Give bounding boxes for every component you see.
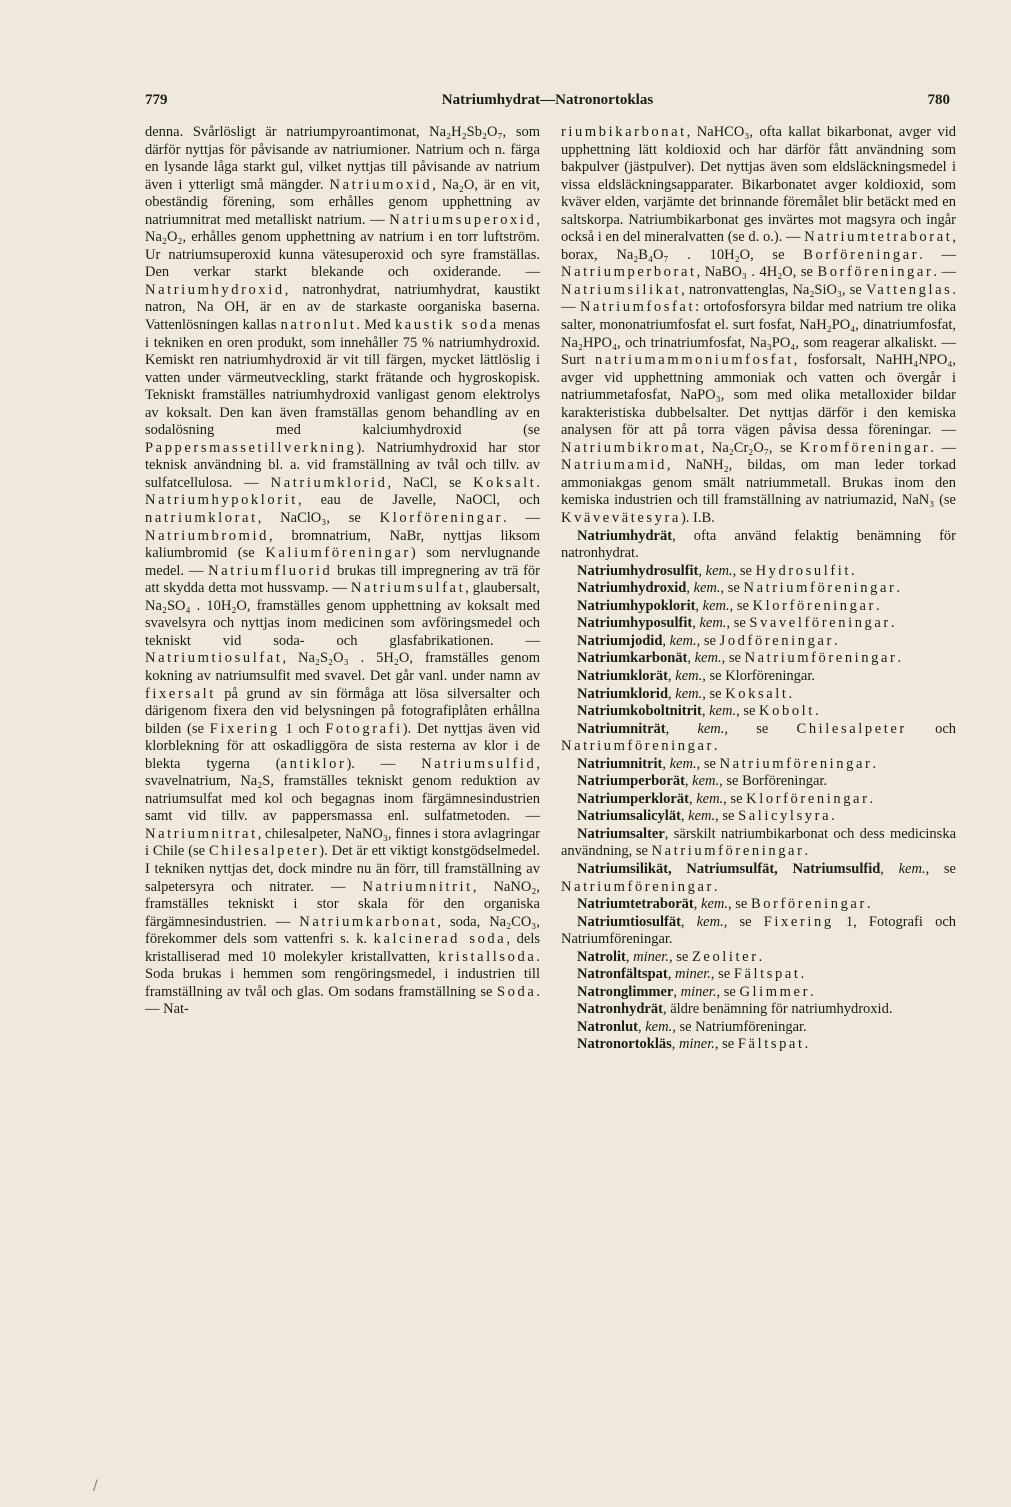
dictionary-entry bbox=[561, 1036, 956, 1054]
text-run: ). I.B. bbox=[680, 510, 715, 527]
cross-reference: Hydrosulfit bbox=[755, 562, 852, 579]
entry-headword: Natronortokläs bbox=[577, 1036, 672, 1053]
text-run: , se Natriumföreningar. bbox=[672, 1018, 807, 1035]
text-run: ). Natriumhydroxid har stor teknisk användning bl. a. vid framställning av tvål och tillv. av sulfatcellulosa. — bbox=[145, 439, 540, 491]
text-run: , NaHCO₃, ofta kallat bikarbonat, avger vid upphettning lätt koldioxid och har därför fått användning som bakpulver (jästpulver). Det nyttjas även som eldsläckningsmedel i vissa eldsläckningsapparater. Bikarbonatet avger koldioxid, som kväver elden, varjämte det brinnande föremålet blir betäckt med en saltskorpa. Natriumbikarbonat ges invärtes mot magsyra och ingår också i en del mineralvatten (se d. o.). — bbox=[561, 124, 956, 246]
cross-reference: Vattenglas bbox=[865, 281, 953, 298]
text-run: brukas till impregnering av trä för att skydda detta mot hussvamp. — bbox=[145, 562, 540, 597]
entry-headword: Natriumperborät bbox=[577, 773, 685, 790]
entry-headword: Natriumhydrät bbox=[577, 527, 673, 544]
text-run: , se bbox=[720, 580, 744, 597]
text-run: . bbox=[872, 755, 877, 772]
subject-label: kem. bbox=[669, 632, 697, 649]
subject-label: kem. bbox=[688, 808, 716, 825]
text-run: , se bbox=[723, 913, 764, 930]
cross-reference: fixersalt bbox=[145, 685, 216, 702]
cross-reference: natriumammoniumfosfat bbox=[595, 352, 794, 369]
entry-headword: Natriumperklorät bbox=[577, 790, 689, 807]
text-run: , se bbox=[732, 562, 756, 579]
subject-label: kem. bbox=[898, 860, 926, 877]
text-run: , NaBO₃ . 4H₂O, se bbox=[696, 264, 818, 281]
cross-reference: Fältspat bbox=[733, 966, 801, 983]
entry-headword: Natronlut bbox=[577, 1018, 638, 1035]
cross-reference: Klorföreningar bbox=[379, 510, 504, 527]
entry-headword: Natronfältspat bbox=[577, 966, 668, 983]
cross-reference: Natriumhypoklorit bbox=[145, 492, 298, 509]
text-run: , bbox=[687, 650, 695, 667]
text-run: , se bbox=[716, 983, 740, 1000]
text-run: , bbox=[625, 948, 634, 965]
text-run: , se bbox=[715, 808, 739, 825]
entry-headword: Natriumjodid bbox=[577, 632, 663, 649]
cross-reference: Natriumbromid bbox=[145, 527, 270, 544]
cross-reference: Glimmer bbox=[739, 983, 811, 1000]
cross-reference: Zeoliter bbox=[691, 948, 759, 965]
entry-headword: Natriumhyposulfit bbox=[577, 615, 693, 632]
entry-headword: Natriumniträt bbox=[577, 720, 666, 737]
subject-label: miner. bbox=[633, 948, 669, 965]
text-run: . bbox=[804, 1036, 809, 1053]
text-run: . bbox=[896, 580, 901, 597]
entry-headword: Natriumsilikät, Natriumsulfät, Natriumsulfid bbox=[577, 860, 881, 877]
entry-headword: Natriumsalicylät bbox=[577, 808, 681, 825]
text-run: . bbox=[814, 703, 819, 720]
text-run: , bbox=[693, 896, 702, 913]
text-run: , natronhydrat, natriumhydrat, kaustikt natron, Na OH, är en av de starkaste oorganiska baserna. Vattenlösningen kallas bbox=[145, 281, 540, 334]
dictionary-entry bbox=[561, 791, 956, 809]
entry-headword: Natriumhydroxid bbox=[577, 580, 687, 597]
text-run: , se bbox=[925, 860, 956, 877]
text-run: . bbox=[804, 843, 809, 860]
text-run: på grund av sin förmåga att lösa silversalter och därigenom fixera den vid belysningen på fotografiplåten erhållna bilden (se bbox=[145, 685, 540, 737]
text-run: , bbox=[688, 790, 697, 807]
dictionary-entry bbox=[561, 598, 956, 616]
text-run: , bbox=[698, 562, 706, 579]
text-run: , ofta använd felaktig benämning för natronhydrat. bbox=[561, 527, 956, 562]
right-column bbox=[561, 124, 956, 1054]
cross-reference: Koksalt bbox=[473, 474, 537, 491]
cross-reference: Fixering bbox=[763, 913, 834, 930]
text-run: ). Det nyttjas även vid klorblekning för att oskadliggöra de sista resterna av klor i de blekta tygerna ( bbox=[145, 720, 540, 772]
cross-reference: kristallsoda bbox=[438, 948, 537, 965]
margin-mark: / bbox=[93, 1478, 98, 1494]
text-run: , särskilt natriumbikarbonat och dess medicinska användning, se bbox=[561, 825, 956, 860]
text-run: . — bbox=[919, 246, 957, 263]
left-column-text bbox=[145, 124, 540, 1019]
dictionary-entry bbox=[561, 914, 956, 949]
dictionary-entry bbox=[561, 949, 956, 967]
text-run: , fosforsalt, NaHH₄NPO₄, avger vid upphettning ammoniak och vatten och övergår i natriummetafosfat, NaPO₃, som med olika metalloxider bildar karakteristiska dubbelsalter. Det nyttjas därför i den kemiska analysen för att på torra vägen påvisa dessa föreningar. — bbox=[561, 352, 957, 439]
text-run: . bbox=[851, 562, 855, 579]
text-run: , glaubersalt, Na₂SO₄ . 10H₂O, framställes genom upphettning av koksalt med svavelsyra och nyttjas inom medicinen som avföringsmedel och tekniskt vid soda- och glasfabrikationen. — bbox=[145, 580, 540, 649]
text-run: . bbox=[810, 983, 814, 1000]
text-run: . bbox=[800, 966, 805, 983]
text-run: denna. Svårlösligt är natriumpyroantimonat, Na₂H₂Sb₂O₇, som därför nyttjas för påvisande av natriumioner. Natrium och n. färga en lysande låga starkt gul, vilket nyttjas till påvisande av natrium även i ytterligt små mängder. bbox=[145, 124, 540, 193]
text-run: , chilesalpeter, NaNO₃, finnes i stora avlagringar i Chile (se bbox=[145, 825, 540, 860]
continuation-text bbox=[561, 124, 956, 528]
text-run: , äldre benämning för natriumhydroxid. bbox=[662, 1001, 893, 1018]
text-run: . bbox=[788, 685, 793, 702]
subject-label: kem. bbox=[697, 720, 725, 737]
text-run: . bbox=[831, 808, 835, 825]
text-run: , bbox=[692, 615, 700, 632]
cross-reference: Borföreningar bbox=[817, 264, 934, 281]
text-run: , se bbox=[727, 896, 751, 913]
cross-reference: Natriumamid bbox=[561, 457, 667, 474]
cross-reference: Kromföreningar bbox=[799, 439, 931, 456]
text-run: , borax, Na₂B₄O₇ . 10H₂O, se bbox=[561, 229, 956, 263]
entry-headword: Natrolit bbox=[577, 948, 626, 965]
text-run: , bbox=[695, 597, 703, 614]
page-header bbox=[145, 92, 950, 116]
text-run: . bbox=[866, 896, 871, 913]
dictionary-entry bbox=[561, 528, 956, 563]
text-run: , Na₂O, är en vit, obeständig förening, som erhålles genom upphettning av natriumnitrat med metalliskt natrium. — bbox=[145, 176, 540, 228]
cross-reference: Natriumnitrit bbox=[362, 878, 473, 895]
cross-reference: Natriumtetraborat bbox=[804, 229, 953, 246]
text-run: , soda, Na₂CO₃, förekommer dels som vattenfri s. k. bbox=[145, 913, 540, 948]
text-run: , bromnatrium, NaBr, nyttjas liksom kaliumbromid (se bbox=[145, 527, 540, 562]
cross-reference: Natriumhydroxid bbox=[145, 281, 285, 298]
subject-label: kem. bbox=[675, 667, 703, 684]
cross-reference: Pappersmassetillverkning bbox=[145, 439, 357, 456]
text-run: 1, Fotografi och Natriumföreningar. bbox=[561, 913, 957, 948]
dictionary-entry bbox=[561, 984, 956, 1002]
entry-headword: Natriumtetraborät bbox=[577, 896, 694, 913]
cross-reference: Kvävevätesyra bbox=[561, 510, 681, 527]
cross-reference: Natriumföreningar bbox=[561, 738, 714, 755]
dictionary-entry bbox=[561, 703, 956, 721]
text-run: . bbox=[890, 615, 895, 632]
text-run: . — bbox=[930, 439, 957, 456]
entry-headword: Natronhydrät bbox=[577, 1001, 663, 1018]
text-run: , bbox=[673, 983, 681, 1000]
subject-label: kem. bbox=[699, 615, 727, 632]
dictionary-entry bbox=[561, 686, 956, 704]
text-run: , eau de Javelle, NaOCl, och bbox=[297, 492, 540, 509]
dictionary-entry bbox=[561, 668, 956, 686]
left-column bbox=[145, 124, 540, 1019]
entry-headword: Natriumklorid bbox=[577, 685, 669, 702]
dictionary-entry bbox=[561, 650, 956, 668]
text-run: , se bbox=[714, 1036, 738, 1053]
text-run: . bbox=[536, 474, 540, 491]
text-run: , bbox=[668, 667, 676, 684]
subject-label: miner. bbox=[675, 966, 711, 983]
text-run: . bbox=[875, 597, 880, 614]
text-run: , bbox=[637, 1018, 646, 1035]
subject-label: kem. bbox=[693, 580, 721, 597]
subject-label: kem. bbox=[696, 913, 724, 930]
cross-reference: Natriumoxid bbox=[329, 176, 433, 193]
cross-reference: Natriumklorid bbox=[270, 474, 388, 491]
cross-reference: Natriumsulfat bbox=[350, 580, 466, 597]
cross-reference: Borföreningar bbox=[803, 246, 920, 263]
text-run: , bbox=[701, 703, 710, 720]
subject-label: kem. bbox=[705, 562, 733, 579]
cross-reference: Borföreningar bbox=[750, 896, 867, 913]
cross-reference: Kobolt bbox=[759, 703, 815, 720]
subject-label: kem. bbox=[696, 790, 724, 807]
cross-reference: Fotografi bbox=[325, 720, 403, 737]
subject-label: kem. bbox=[709, 703, 737, 720]
text-run: . — Nat- bbox=[145, 983, 540, 1018]
text-run: , natronvattenglas, Na₂SiO₃, se bbox=[681, 281, 866, 298]
cross-reference: riumbikarbonat bbox=[561, 124, 687, 140]
cross-reference: Natriumkarbonat bbox=[299, 913, 438, 930]
subject-label: kem. bbox=[702, 597, 730, 614]
page-number-left: 779 bbox=[145, 92, 168, 108]
subject-label: kem. bbox=[694, 650, 722, 667]
text-run: , se bbox=[726, 615, 750, 632]
text-run: ). Det är ett viktigt konstgödselmedel. I tekniken nyttjas det, dock mindre nu än förr, till framställning av salpetersyra och nitrater. — bbox=[145, 843, 541, 895]
dictionary-entry bbox=[561, 773, 956, 791]
cross-reference: Klorföreningar bbox=[752, 597, 876, 614]
cross-reference: Chilesalpeter bbox=[796, 720, 907, 737]
cross-reference: kaustik soda bbox=[394, 317, 499, 334]
subject-label: kem. bbox=[669, 755, 697, 772]
subject-label: kem. bbox=[645, 1018, 673, 1035]
text-run: , bbox=[680, 913, 697, 930]
subject-label: miner. bbox=[680, 983, 717, 1000]
text-run: . — bbox=[933, 264, 956, 281]
text-run: , bbox=[667, 966, 676, 983]
page-number-right: 780 bbox=[927, 92, 950, 108]
cross-reference: Natriumfluorid bbox=[208, 562, 333, 579]
dictionary-entry bbox=[561, 721, 956, 756]
cross-reference: Soda bbox=[496, 983, 537, 1000]
cross-reference: Koksalt bbox=[725, 685, 789, 702]
cross-reference: Klorföreningar bbox=[746, 790, 870, 807]
cross-reference: Svavelföreningar bbox=[749, 615, 891, 632]
cross-reference: Natriumtiosulfat bbox=[145, 650, 283, 667]
cross-reference: Natriumsulfid bbox=[421, 755, 537, 772]
cross-reference: Natriumbikromat bbox=[561, 439, 701, 456]
text-run: , se bbox=[724, 720, 797, 737]
entry-headword: Natriumkarbonät bbox=[577, 650, 688, 667]
text-run: , se bbox=[696, 755, 720, 772]
text-run: , bbox=[671, 1036, 680, 1053]
text-run: : ortofosforsyra bildar med natrium tre olika salter, mononatriumfosfat el. surt fosfat, NaH₂PO₄, dinatriumfosfat, Na₂HPO₄, och trinatriumfosfat, Na₃PO₄, som reagerar alkaliskt. — Surt bbox=[561, 299, 957, 369]
dictionary-entry bbox=[561, 826, 956, 861]
dictionary-entry bbox=[561, 563, 956, 581]
dictionary-entry bbox=[561, 1001, 956, 1019]
text-run: , se bbox=[668, 948, 692, 965]
cross-reference: Natriumföreningar bbox=[651, 843, 805, 860]
text-run: . bbox=[713, 738, 718, 755]
subject-label: miner. bbox=[679, 1036, 715, 1053]
cross-reference: Natriumsilikat bbox=[561, 281, 682, 298]
entry-headword: Natriumhypoklorit bbox=[577, 597, 696, 614]
cross-reference: Natriumsuperoxid bbox=[389, 211, 537, 228]
dictionary-entry bbox=[561, 861, 956, 896]
text-run: . — bbox=[561, 281, 956, 316]
text-run: , se bbox=[702, 685, 726, 702]
entry-headword: Natronglimmer bbox=[577, 983, 674, 1000]
text-run: , NaNO₂, framställes tekniskt i stor skala för den organiska färgämnesindustrien. — bbox=[145, 878, 540, 930]
text-run: . bbox=[833, 632, 838, 649]
entry-headword: Natriumklorät bbox=[577, 667, 669, 684]
text-run: . Soda brukas i hemmen som rengöringsmedel, i industrien till framställning av tvål och glas. Om sodans framställning se bbox=[145, 948, 540, 1000]
text-run: , se bbox=[729, 597, 753, 614]
text-run: , NaClO₃, se bbox=[257, 510, 380, 527]
text-run: , bbox=[686, 580, 694, 597]
text-run: , se bbox=[710, 966, 734, 983]
text-run: . bbox=[713, 878, 718, 895]
cross-reference: Natriumföreningar bbox=[561, 878, 714, 895]
cross-reference: kalcinerad soda bbox=[373, 931, 507, 948]
dictionary-entry bbox=[561, 896, 956, 914]
text-run: , bbox=[665, 720, 698, 737]
subject-label: kem. bbox=[675, 685, 703, 702]
running-title: Natriumhydrat—Natronortoklas bbox=[441, 92, 654, 108]
dictionary-entry bbox=[561, 808, 956, 826]
entry-headword: Natriumhydrosulfit bbox=[577, 562, 699, 579]
text-run: , se Borföreningar. bbox=[719, 773, 828, 790]
cross-reference: Fältspat bbox=[737, 1036, 805, 1053]
text-run: , Na₂O₂, erhålles genom upphettning av natrium i en torr luftström. Ur natriumsuperoxid kunna vätesuperoxid och syre framställas. Den verkar starkt blekande och oxiderande. — bbox=[145, 211, 540, 281]
cross-reference: Salicylsyra bbox=[738, 808, 832, 825]
text-run: , NaNH₂, bildas, om man leder torkad ammoniakgas genom smält natriummetall. Brukas inom den kemiska industrien och till framställning av natriumazid, NaN₃ (se bbox=[561, 457, 956, 509]
text-run: 1 och bbox=[279, 720, 326, 737]
dictionary-entry bbox=[561, 615, 956, 633]
text-run: , NaCl, se bbox=[387, 474, 474, 491]
cross-reference: Jodföreningar bbox=[719, 632, 834, 649]
text-run: menas i tekniken en oren produkt, som innehåller 75 % natriumhydroxid. Kemiskt ren natriumhydroxid är vit till färgen, mycket lättlöslig i vatten under värmeutveckling, starkt frätande och hygroskopisk. Tekniskt framställes natriumhydroxid vanligast genom elektrolys av koksalt. Den kan även framställas genom behandling av en sodalösning med kalciumhydroxid (se bbox=[145, 317, 540, 439]
text-run: , svavelnatrium, Na₂S, framställes tekniskt genom reduktion av natriumsulfat med kol och begagnas inom färgämnesindustrien samt vid tillv. av pappersmassa enl. sulfatmetoden. — bbox=[145, 755, 540, 825]
cross-reference: Natriumföreningar bbox=[744, 650, 898, 667]
entry-headword: Natriumnitrit bbox=[577, 755, 663, 772]
cross-reference: natronlut bbox=[280, 317, 357, 334]
text-run: , se Klorföreningar. bbox=[702, 667, 815, 684]
text-run: , se bbox=[696, 632, 720, 649]
text-run: , bbox=[668, 685, 676, 702]
dictionary-entry bbox=[561, 580, 956, 598]
text-run: , Na₂Cr₂O₇, se bbox=[700, 439, 800, 456]
cross-reference: Fixering bbox=[209, 720, 280, 737]
text-run: , se bbox=[723, 790, 747, 807]
text-run: . bbox=[897, 650, 902, 667]
subject-label: kem. bbox=[692, 773, 720, 790]
dictionary-entry bbox=[561, 756, 956, 774]
cross-reference: natriumklorat bbox=[145, 510, 258, 527]
dictionary-entry bbox=[561, 966, 956, 984]
entry-headword: Natriumkoboltnitrit bbox=[577, 703, 702, 720]
cross-reference: Kaliumföreningar bbox=[265, 545, 411, 562]
text-run: , dels kristalliserad med 10 molekyler kristallvatten, bbox=[145, 931, 541, 965]
text-run: ). — bbox=[346, 755, 422, 772]
text-run: och bbox=[906, 720, 957, 737]
text-run: ) som nervlugnande medel. — bbox=[145, 545, 540, 579]
cross-reference: Natriumfosfat bbox=[579, 299, 696, 316]
cross-reference: Natriumnitrat bbox=[145, 825, 258, 842]
entry-headword: Natriumtiosulfät bbox=[577, 913, 681, 930]
text-run: , Na₂S₂O₃ . 5H₂O, framställes genom kokning av natriumsulfit med svavel. Det går vanl. under namn av bbox=[145, 650, 540, 684]
text-run: , bbox=[684, 773, 693, 790]
text-run: , bbox=[662, 632, 670, 649]
text-run: , bbox=[680, 808, 689, 825]
cross-reference: Chilesalpeter bbox=[208, 843, 320, 860]
text-run: . bbox=[869, 790, 874, 807]
text-run: . bbox=[758, 948, 763, 965]
dictionary-entry bbox=[561, 633, 956, 651]
text-run: , se bbox=[721, 650, 745, 667]
cross-reference: Natriumföreningar bbox=[743, 580, 897, 597]
dictionary-entry bbox=[561, 1019, 956, 1037]
cross-reference: Natriumföreningar bbox=[719, 755, 873, 772]
text-run: , bbox=[662, 755, 670, 772]
text-run: , bbox=[880, 860, 899, 877]
text-run: . Med bbox=[356, 317, 395, 334]
entry-headword: Natriumsalter bbox=[577, 825, 665, 842]
cross-reference: antiklor bbox=[280, 755, 347, 772]
text-run: , se bbox=[736, 703, 760, 720]
text-run: . — bbox=[503, 510, 540, 527]
cross-reference: Natriumperborat bbox=[561, 264, 697, 281]
subject-label: kem. bbox=[701, 896, 728, 913]
